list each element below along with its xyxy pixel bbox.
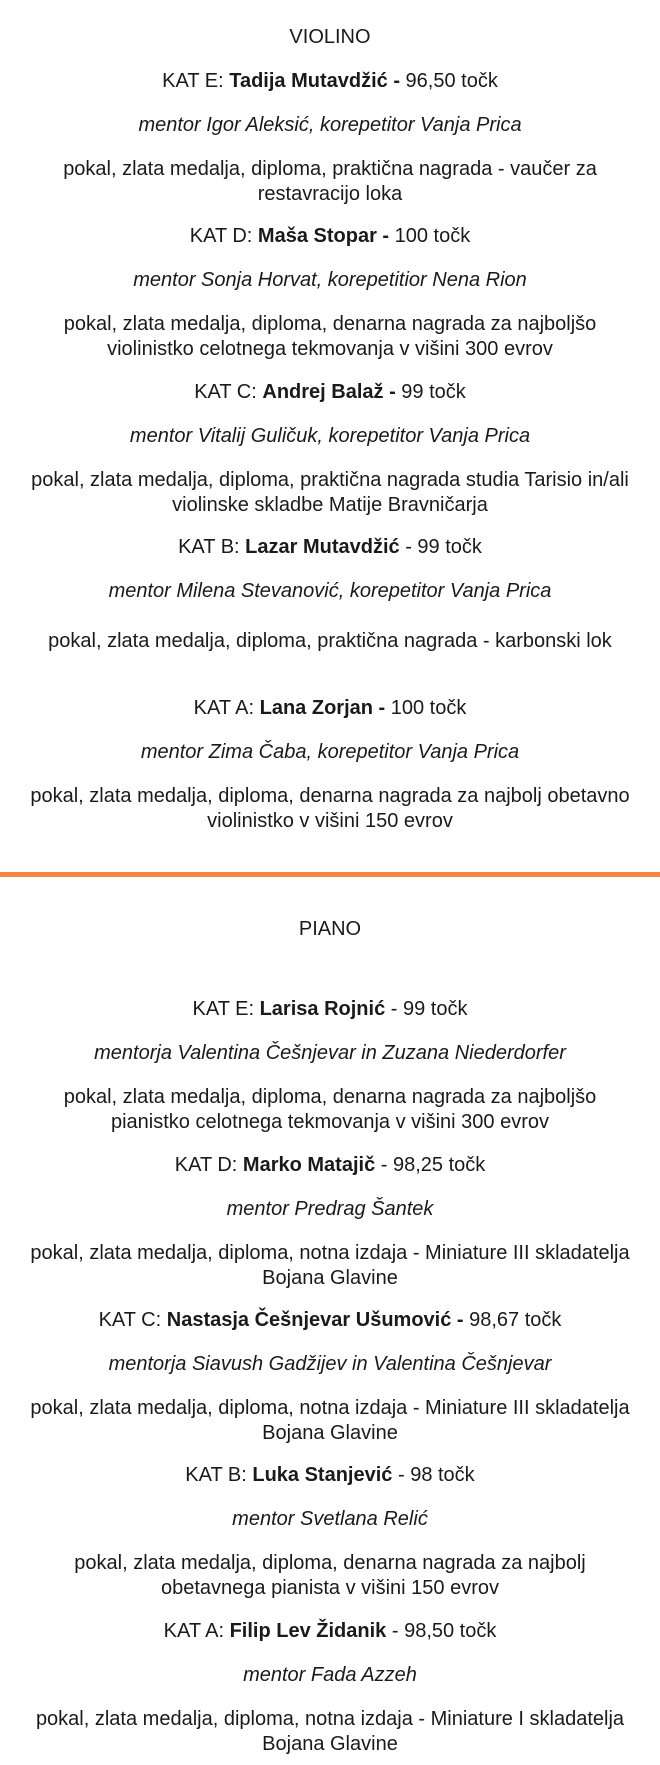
award-text: pokal, zlata medalja, diploma, denarna nagrada za najboljšo violinistko celotnega tekmovanja v višini 300 evrov: [63, 313, 597, 360]
mentor-line: mentor Svetlana Relić: [232, 1508, 428, 1530]
score: 99 točk: [395, 381, 466, 403]
piano-entry-kat-a: [0, 1619, 660, 1757]
section-title-piano: PIANO: [298, 918, 362, 940]
category-label: KAT B:: [185, 1464, 253, 1486]
contestant-name: Nastasja Češnjevar Ušumović -: [166, 1309, 464, 1331]
score: 98,67 točk: [463, 1309, 562, 1331]
entry-heading: [0, 696, 660, 721]
mentor-line: mentor Sonja Horvat, korepetitior Nena Rion: [133, 269, 527, 291]
score: - 98 točk: [392, 1464, 475, 1486]
mentor-line: mentor Milena Stevanović, korepetitor Vanja Prica: [108, 580, 552, 602]
category-label: KAT A:: [193, 697, 260, 719]
mentor-line: mentor Zima Čaba, korepetitor Vanja Prica: [140, 741, 520, 763]
contestant-name: Tadija Mutavdžić -: [229, 70, 400, 92]
category-label: KAT E:: [162, 70, 230, 92]
category-label: KAT D:: [189, 225, 258, 247]
contestant-name: Lazar Mutavdžić: [245, 536, 400, 558]
violino-entry-kat-c: [0, 380, 660, 518]
entry-heading: [0, 997, 660, 1022]
category-label: KAT B:: [178, 536, 246, 558]
contestant-name: Luka Stanjević: [252, 1464, 393, 1486]
piano-entry-kat-c: [0, 1308, 660, 1446]
mentor-line: mentorja Siavush Gadžijev in Valentina Češnjevar: [108, 1353, 552, 1375]
award-text: pokal, zlata medalja, diploma, denarna nagrada za najbolj obetavnega pianista v višini 150 evrov: [74, 1552, 586, 1599]
mentor-line: mentor Igor Aleksić, korepetitor Vanja Prica: [138, 114, 522, 136]
contestant-name: Andrej Balaž -: [262, 381, 396, 403]
score: 96,50 točk: [399, 70, 498, 92]
entry-heading: [0, 1308, 660, 1333]
section-title-violino: VIOLINO: [289, 26, 371, 48]
contestant-name: Maša Stopar -: [257, 225, 390, 247]
award-text: pokal, zlata medalja, diploma, notna izdaja - Miniature III skladatelja Bojana Glavine: [30, 1242, 630, 1289]
mentor-line: mentorja Valentina Češnjevar in Zuzana Niederdorfer: [94, 1042, 566, 1064]
contestant-name: Lana Zorjan -: [259, 697, 386, 719]
category-label: KAT E:: [192, 998, 260, 1020]
score: 100 točk: [389, 225, 471, 247]
contestant-name: Filip Lev Židanik: [229, 1620, 387, 1642]
piano-entry-kat-d: [0, 1153, 660, 1291]
entry-heading: [0, 1463, 660, 1488]
category-label: KAT A:: [163, 1620, 230, 1642]
award-text: pokal, zlata medalja, diploma, notna izdaja - Miniature I skladatelja Bojana Glavine: [35, 1708, 625, 1755]
award-text: pokal, zlata medalja, diploma, denarna nagrada za najboljšo pianistko celotnega tekmovanja v višini 300 evrov: [63, 1086, 597, 1133]
violino-entry-kat-d: [0, 224, 660, 362]
mentor-line: mentor Vitalij Guličuk, korepetitor Vanja Prica: [129, 425, 531, 447]
entry-heading: [0, 535, 660, 560]
entry-heading: [0, 380, 660, 405]
category-label: KAT C:: [194, 381, 263, 403]
score: - 99 točk: [385, 998, 468, 1020]
entry-heading: [0, 1153, 660, 1178]
contestant-name: Marko Matajič: [242, 1154, 376, 1176]
score: 100 točk: [385, 697, 467, 719]
piano-entry-kat-b: [0, 1463, 660, 1601]
violino-entry-kat-b: [0, 535, 660, 654]
contestant-name: Larisa Rojnić: [259, 998, 386, 1020]
piano-entry-kat-e: [0, 997, 660, 1135]
entry-heading: [0, 1619, 660, 1644]
score: - 98,25 točk: [375, 1154, 486, 1176]
award-text: pokal, zlata medalja, diploma, praktična nagrada studia Tarisio in/ali violinske skladbe Matije Bravničarja: [31, 469, 629, 516]
section-divider: [0, 872, 660, 877]
entry-heading: [0, 69, 660, 94]
award-text: pokal, zlata medalja, diploma, praktična nagrada - karbonski lok: [48, 630, 612, 652]
category-label: KAT D:: [174, 1154, 243, 1176]
violino-section: [0, 25, 660, 832]
violino-entry-kat-e: [0, 69, 660, 207]
award-text: pokal, zlata medalja, diploma, praktična nagrada - vaučer za restavracijo loka: [63, 158, 597, 205]
score: - 99 točk: [399, 536, 482, 558]
category-label: KAT C:: [98, 1309, 167, 1331]
violino-entry-kat-a: [0, 696, 660, 834]
score: - 98,50 točk: [386, 1620, 497, 1642]
entry-heading: [0, 224, 660, 249]
mentor-line: mentor Predrag Šantek: [226, 1198, 434, 1220]
piano-section: [0, 917, 660, 1755]
award-text: pokal, zlata medalja, diploma, notna izdaja - Miniature III skladatelja Bojana Glavine: [30, 1397, 630, 1444]
award-text: pokal, zlata medalja, diploma, denarna nagrada za najbolj obetavno violinistko v višini 150 evrov: [30, 785, 630, 832]
mentor-line: mentor Fada Azzeh: [243, 1664, 417, 1686]
